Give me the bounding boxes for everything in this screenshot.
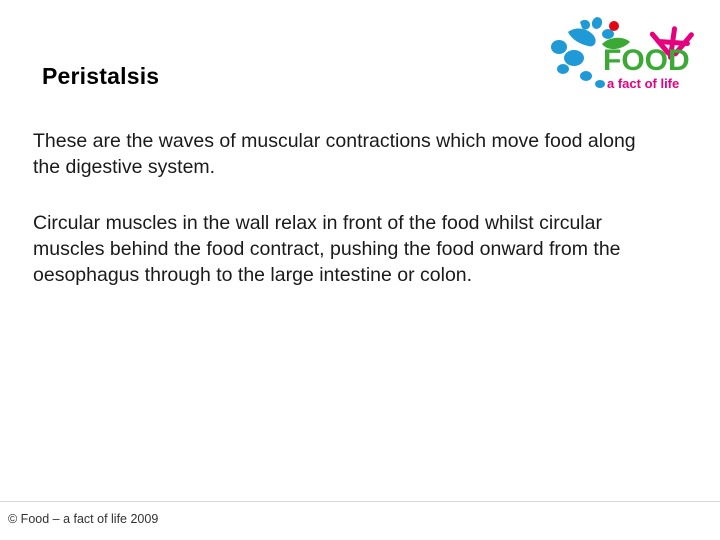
paragraph-1: These are the waves of muscular contractions which move food along the digestive system. bbox=[33, 130, 636, 178]
slide-body bbox=[33, 128, 653, 288]
paragraph-2: Circular muscles in the wall relax in front of the food whilst circular muscles behind the food contract, pushing the food onward from the oesophagus through to the large intestine or colon. bbox=[33, 212, 621, 286]
logo-tagline: a fact of life bbox=[607, 76, 680, 91]
footer-divider bbox=[0, 501, 720, 502]
page-title: Peristalsis bbox=[42, 63, 160, 90]
red-dot-icon bbox=[609, 21, 619, 31]
logo-wordmark: FOOD bbox=[603, 44, 690, 77]
food-a-fact-of-life-logo bbox=[550, 14, 702, 106]
copyright-footer: © Food – a fact of life 2009 bbox=[8, 512, 159, 526]
